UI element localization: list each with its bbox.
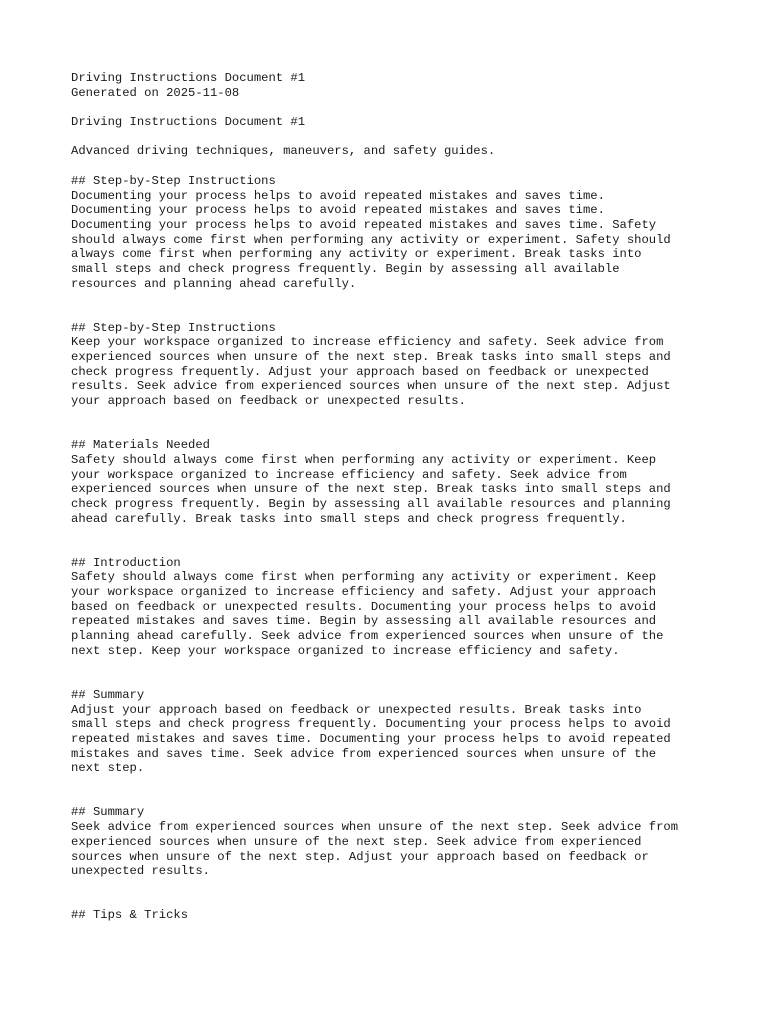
section-body-line: experienced sources when unsure of the next step. Seek advice from experienced: [71, 834, 642, 849]
document-section: [71, 556, 731, 688]
document-page: [71, 71, 731, 923]
section-body-line: your approach based on feedback or unexpected results.: [71, 394, 466, 409]
document-header-title: Driving Instructions Document #1: [71, 71, 306, 85]
section-spacer: [71, 291, 731, 320]
section-body-line: sources when unsure of the next step. Adjust your approach based on feedback or: [71, 849, 649, 864]
document-section: [71, 438, 731, 556]
section-body-line: unexpected results.: [71, 864, 210, 879]
blank-line: [71, 100, 731, 115]
section-body-line: next step.: [71, 761, 145, 776]
section-body-line: experienced sources when unsure of the next step. Break tasks into small steps and: [71, 482, 671, 497]
section-body-line: Documenting your process helps to avoid repeated mistakes and saves time.: [71, 188, 605, 203]
section-body-line: mistakes and saves time. Seek advice from experienced sources when unsure of the: [71, 746, 657, 761]
document-section: [71, 174, 731, 321]
document-section: [71, 688, 731, 806]
document-section: [71, 321, 731, 439]
document-section: [71, 805, 731, 908]
section-body-line: check progress frequently. Begin by assessing all available resources and planning: [71, 496, 671, 511]
section-body-line: check progress frequently. Adjust your approach based on feedback or unexpected: [71, 364, 649, 379]
section-body-line: your workspace organized to increase efficiency and safety. Seek advice from: [71, 467, 627, 482]
section-body-line: repeated mistakes and saves time. Begin by assessing all available resources and: [71, 614, 657, 629]
section-body-line: ahead carefully. Break tasks into small steps and check progress frequently.: [71, 511, 627, 526]
section-body-line: repeated mistakes and saves time. Documenting your process helps to avoid repeated: [71, 732, 671, 746]
section-spacer: [71, 879, 731, 908]
section-body-line: Adjust your approach based on feedback or unexpected results. Break tasks into: [71, 702, 642, 717]
section-body-line: Safety should always come first when performing any activity or experiment. Keep: [71, 452, 657, 467]
section-spacer: [71, 776, 731, 805]
section-body-line: your workspace organized to increase efficiency and safety. Adjust your approach: [71, 585, 657, 600]
section-body-line: Documenting your process helps to avoid repeated mistakes and saves time.: [71, 203, 605, 218]
section-body-line: results. Seek advice from experienced sources when unsure of the next step. Adjust: [71, 379, 671, 394]
section-heading: ## Introduction: [71, 555, 181, 570]
section-heading: ## Summary: [71, 805, 145, 820]
generated-date: Generated on 2025-11-08: [71, 85, 240, 100]
section-body-line: planning ahead carefully. Seek advice from experienced sources when unsure of the: [71, 629, 664, 644]
section-heading: ## Materials Needed: [71, 438, 210, 453]
blank-line: [71, 159, 731, 174]
section-body-line: Documenting your process helps to avoid repeated mistakes and saves time. Safety: [71, 217, 657, 232]
section-body-line: Keep your workspace organized to increase efficiency and safety. Seek advice from: [71, 335, 664, 350]
document-title: Driving Instructions Document #1: [71, 115, 306, 130]
section-body-line: small steps and check progress frequently. Documenting your process helps to avoid: [71, 717, 671, 732]
section-body-line: small steps and check progress frequently. Begin by assessing all available: [71, 261, 620, 276]
section-spacer: [71, 526, 731, 555]
section-heading: ## Summary: [71, 687, 145, 702]
section-body-line: Seek advice from experienced sources when unsure of the next step. Seek advice from: [71, 820, 679, 835]
section-heading: ## Step-by-Step Instructions: [71, 173, 276, 188]
section-body-line: should always come first when performing any activity or experiment. Safety should: [71, 232, 671, 247]
section-body-line: next step. Keep your workspace organized to increase efficiency and safety.: [71, 643, 620, 658]
document-section: [71, 908, 731, 923]
section-body-line: experienced sources when unsure of the next step. Break tasks into small steps and: [71, 350, 671, 365]
document-intro: Advanced driving techniques, maneuvers, and safety guides.: [71, 144, 496, 159]
section-heading: ## Tips & Tricks: [71, 908, 189, 923]
section-body-line: resources and planning ahead carefully.: [71, 276, 357, 291]
section-body-line: based on feedback or unexpected results. Documenting your process helps to avoid: [71, 599, 657, 614]
section-spacer: [71, 659, 731, 688]
sections-container: [71, 174, 731, 923]
section-body-line: Safety should always come first when performing any activity or experiment. Keep: [71, 570, 657, 585]
section-heading: ## Step-by-Step Instructions: [71, 320, 276, 335]
section-body-line: always come first when performing any activity or experiment. Break tasks into: [71, 247, 642, 262]
blank-line: [71, 130, 731, 145]
section-spacer: [71, 409, 731, 438]
